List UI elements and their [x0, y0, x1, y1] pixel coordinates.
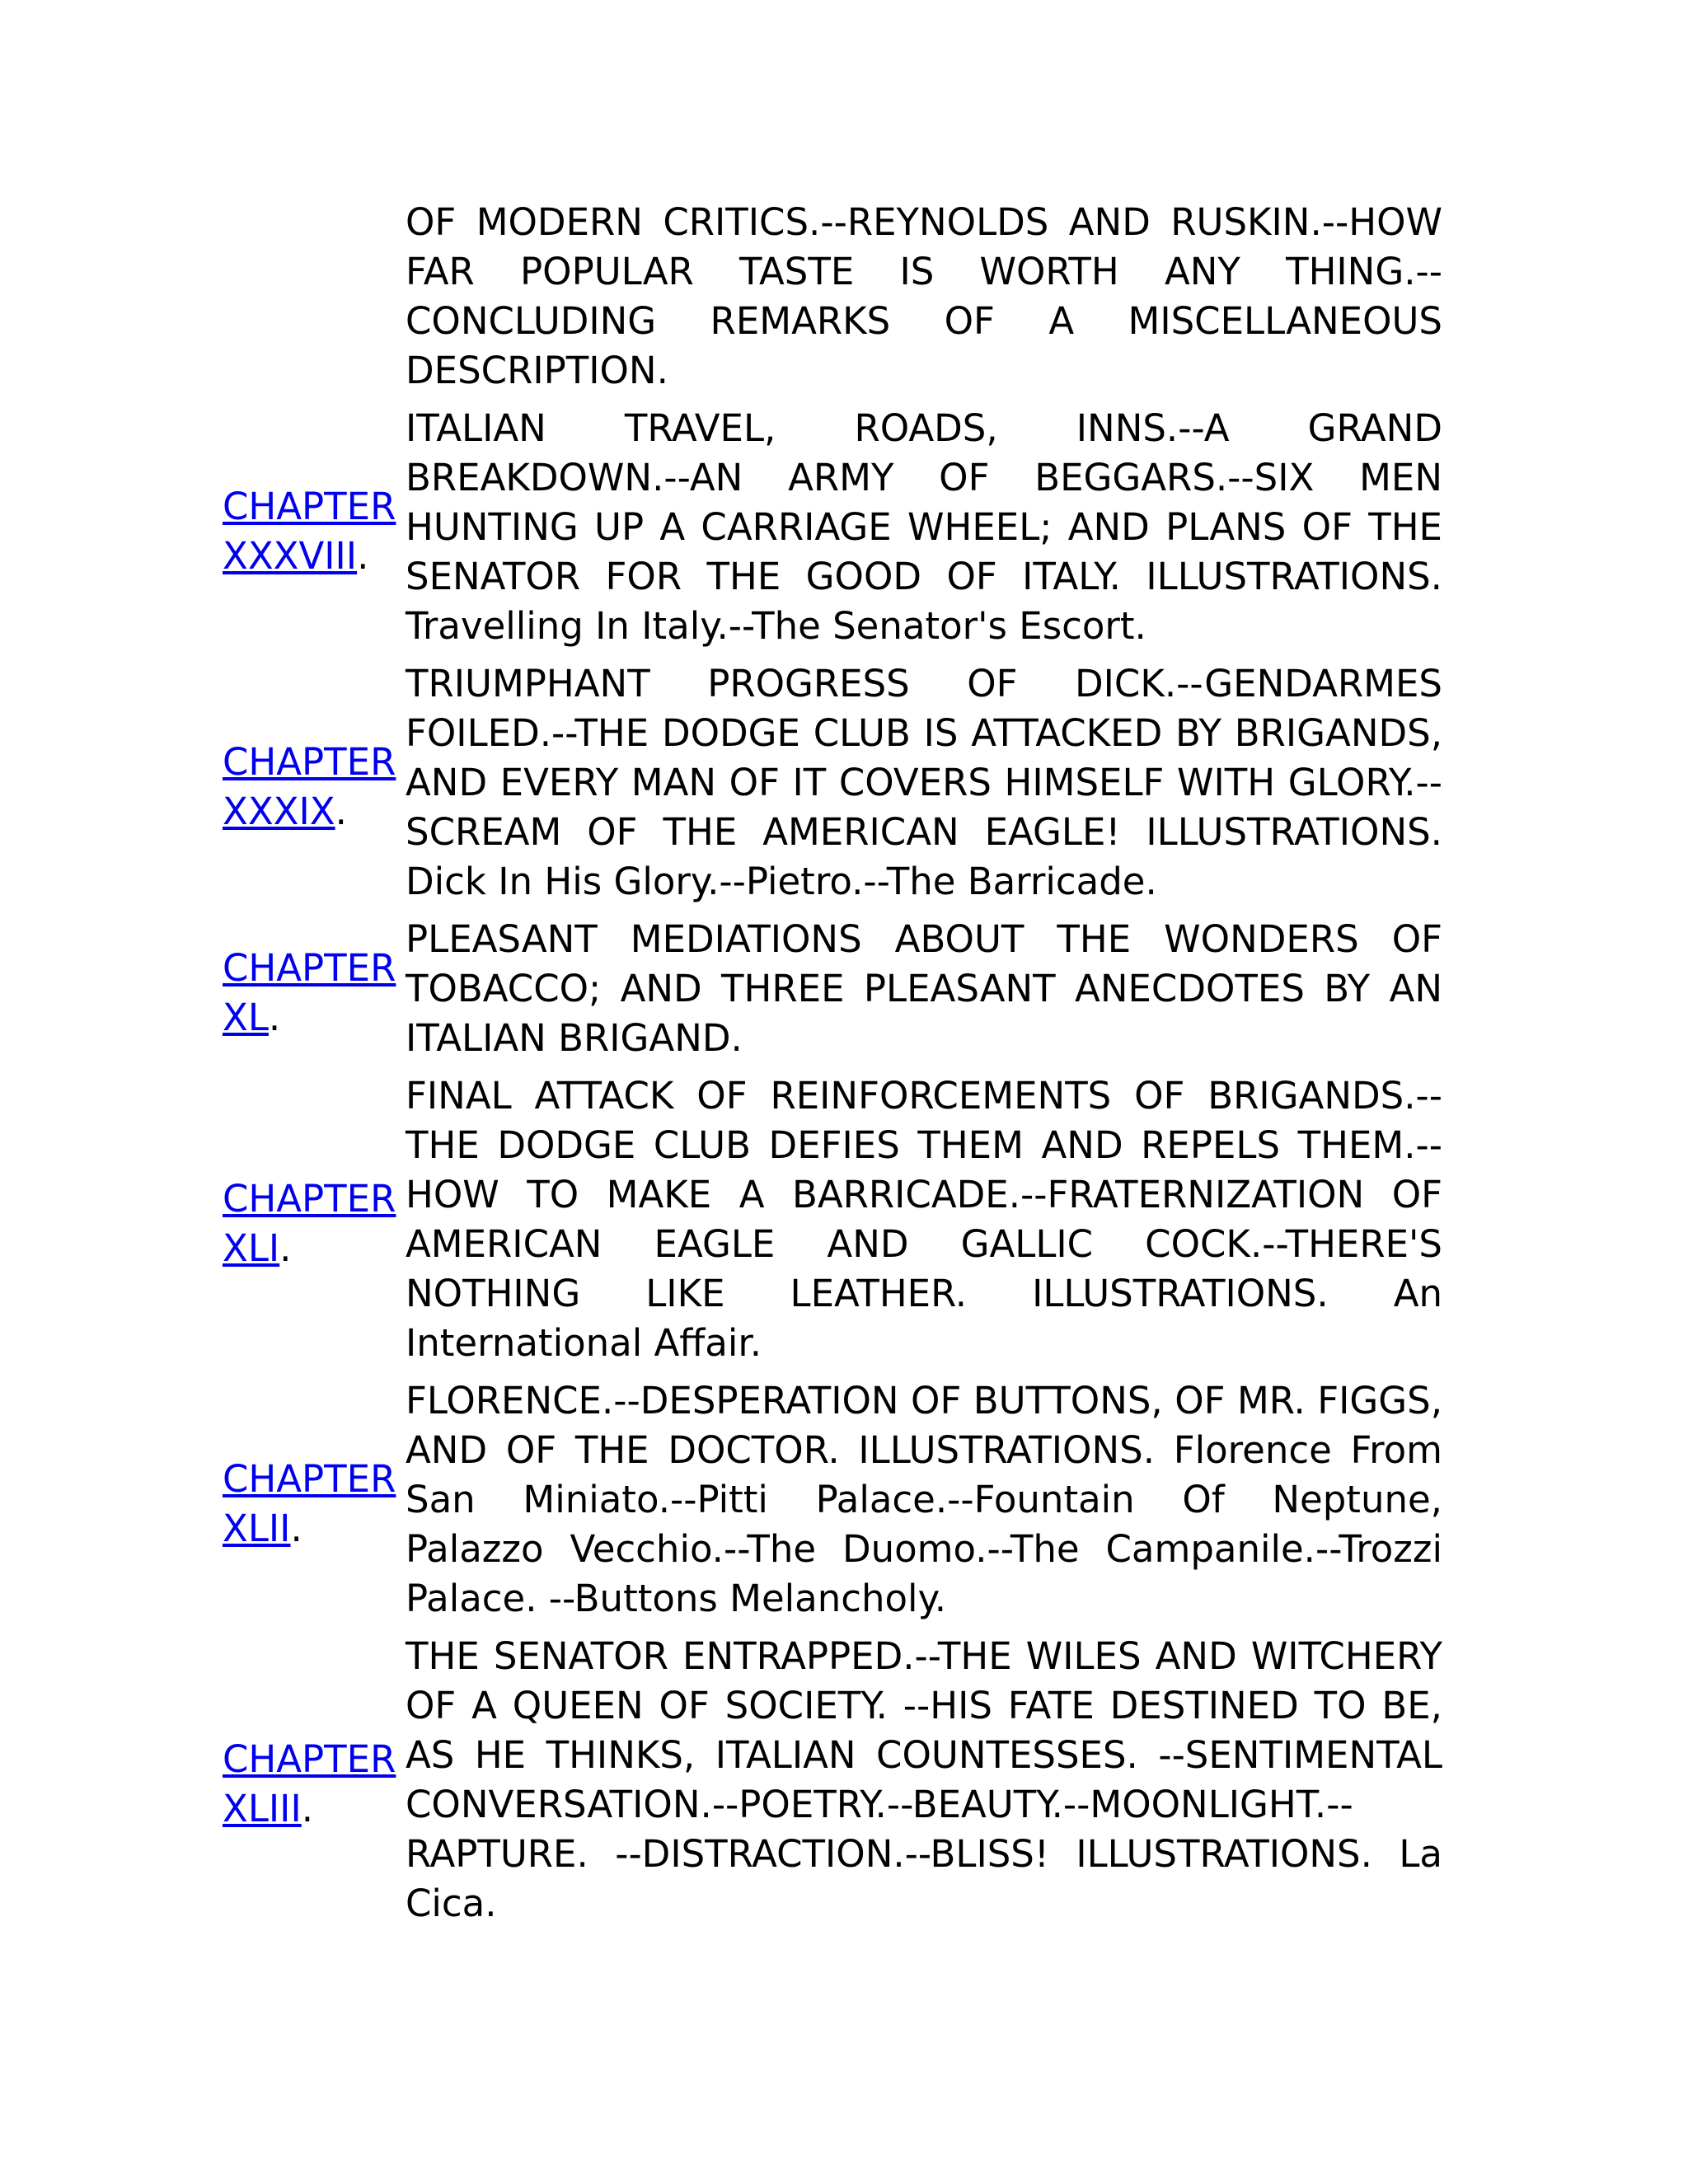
chapter-link-numeral: XLIII — [223, 1787, 302, 1830]
toc-row — [223, 659, 1442, 915]
chapter-description: TRIUMPHANT PROGRESS OF DICK.--GENDARMES FOILED.--THE DODGE CLUB IS ATTACKED BY BRIGANDS, AND EVERY MAN OF IT COVERS HIMSELF WITH GLORY.--SCREAM OF THE AMERICAN EAGLE! ILLUSTRATIONS. Dick In His Glory.--Pietro.--The Barricade. — [406, 662, 1442, 903]
toc-row — [223, 1376, 1442, 1632]
chapter-description: PLEASANT MEDIATIONS ABOUT THE WONDERS OF TOBACCO; AND THREE PLEASANT ANECDOTES BY AN ITALIAN BRIGAND. — [406, 917, 1442, 1060]
chapter-link-label: CHAPTER — [223, 1737, 396, 1781]
chapter-cell: CHAPTER XXXVIII. — [223, 485, 396, 578]
chapter-link-label: CHAPTER — [223, 1177, 396, 1221]
chapter-link-xli[interactable] — [223, 1177, 396, 1270]
chapter-link-xl[interactable] — [223, 946, 396, 1039]
chapter-link-xliii[interactable] — [223, 1737, 396, 1830]
toc-row — [223, 915, 1442, 1071]
chapter-link-label: CHAPTER — [223, 1457, 396, 1501]
chapter-link-label: CHAPTER — [223, 946, 396, 990]
chapter-description: FLORENCE.--DESPERATION OF BUTTONS, OF MR. FIGGS, AND OF THE DOCTOR. ILLUSTRATIONS. Florence From San Miniato.--Pitti Palace.--Fountain Of Neptune, Palazzo Vecchio.--The Duomo.--The Campanile.--Trozzi Palace. --Buttons Melancholy. — [406, 1379, 1442, 1620]
toc-row — [223, 1071, 1442, 1376]
toc-row — [223, 198, 1442, 404]
chapter-description: FINAL ATTACK OF REINFORCEMENTS OF BRIGANDS.--THE DODGE CLUB DEFIES THEM AND REPELS THEM.--HOW TO MAKE A BARRICADE.--FRATERNIZATION OF AMERICAN EAGLE AND GALLIC COCK.--THERE'S NOTHING LIKE LEATHER. ILLUSTRATIONS. An International Affair. — [406, 1074, 1442, 1365]
chapter-link-numeral: XL — [223, 996, 269, 1039]
chapter-link-xxxix[interactable] — [223, 740, 396, 833]
chapter-link-numeral: XXXIX — [223, 790, 335, 833]
chapter-link-label: CHAPTER — [223, 485, 396, 528]
toc-row — [223, 404, 1442, 659]
chapter-cell: CHAPTER XLIII. — [223, 1737, 396, 1830]
chapter-cell — [223, 198, 406, 404]
chapter-description: ITALIAN TRAVEL, ROADS, INNS.--A GRAND BREAKDOWN.--AN ARMY OF BEGGARS.--SIX MEN HUNTING UP A CARRIAGE WHEEL; AND PLANS OF THE SENATOR FOR THE GOOD OF ITALY. ILLUSTRATIONS. Travelling In Italy.--The Senator's Escort. — [406, 406, 1442, 648]
toc-table — [223, 198, 1442, 1937]
chapter-cell: CHAPTER XLII. — [223, 1457, 396, 1550]
table-of-contents — [223, 198, 1442, 1937]
chapter-description: THE SENATOR ENTRAPPED.--THE WILES AND WITCHERY OF A QUEEN OF SOCIETY. --HIS FATE DESTINED TO BE, AS HE THINKS, ITALIAN COUNTESSES. --SENTIMENTAL CONVERSATION.--POETRY.--BEAUTY.--MOONLIGHT.--RAPTURE. --DISTRACTION.--BLISS! ILLUSTRATIONS. La Cica. — [406, 1634, 1442, 1925]
chapter-cell: CHAPTER XL. — [223, 946, 396, 1039]
chapter-link-label: CHAPTER — [223, 740, 396, 784]
chapter-cell: CHAPTER XLI. — [223, 1177, 396, 1270]
chapter-description: OF MODERN CRITICS.--REYNOLDS AND RUSKIN.--HOW FAR POPULAR TASTE IS WORTH ANY THING.--CONCLUDING REMARKS OF A MISCELLANEOUS DESCRIPTION. — [406, 200, 1442, 392]
chapter-link-numeral: XXXVIII — [223, 534, 358, 578]
chapter-cell: CHAPTER XXXIX. — [223, 740, 396, 833]
chapter-link-numeral: XLII — [223, 1507, 291, 1550]
chapter-link-xxxviii[interactable] — [223, 485, 396, 578]
chapter-link-numeral: XLI — [223, 1226, 280, 1270]
toc-row — [223, 1632, 1442, 1937]
chapter-link-xlii[interactable] — [223, 1457, 396, 1550]
